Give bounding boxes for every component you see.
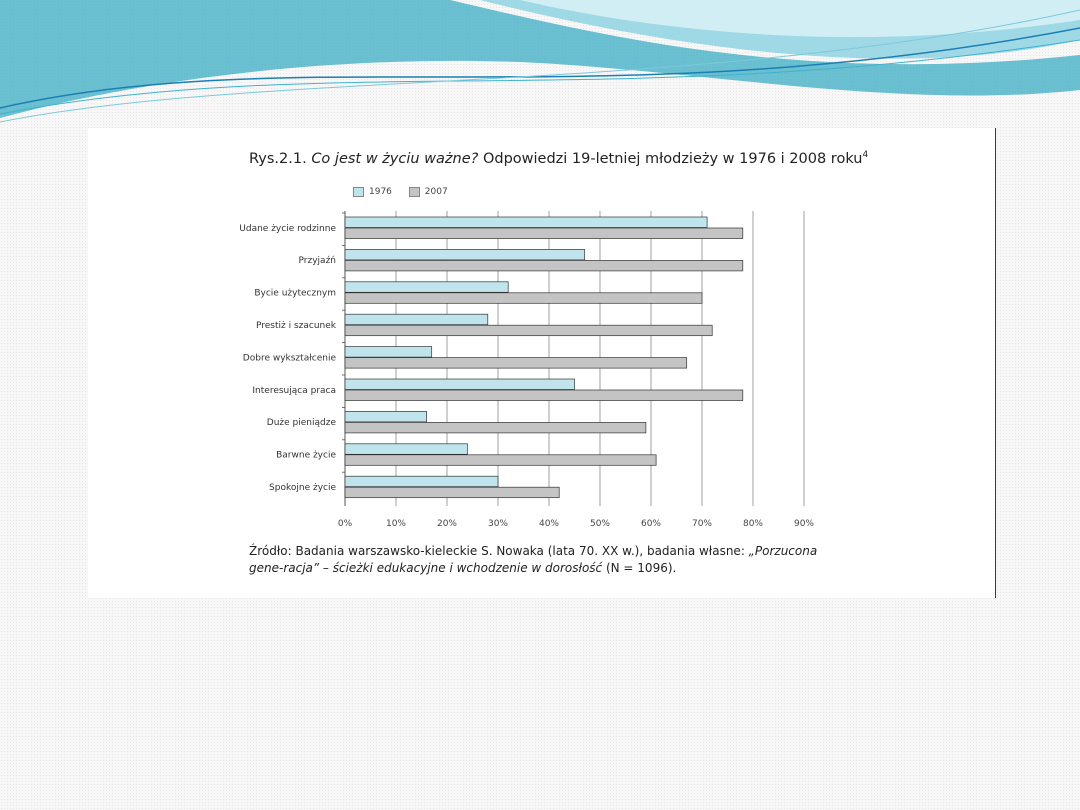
figure-title-footnote: 4 — [862, 150, 869, 160]
legend-label-2007: 2007 — [424, 187, 448, 197]
category-label: Barwne życie — [276, 450, 336, 461]
bar-2007 — [345, 293, 702, 304]
category-label: Bycie użytecznym — [254, 288, 336, 299]
figure-title-question: Co jest w życiu ważne? — [311, 150, 479, 167]
bar-1976 — [345, 476, 498, 487]
x-tick-label: 90% — [793, 519, 815, 529]
category-label: Przyjaźń — [298, 256, 336, 267]
bar-1976 — [345, 249, 585, 260]
bar-2007 — [345, 358, 687, 369]
x-tick-label: 30% — [487, 519, 509, 529]
category-label: Duże pieniądze — [266, 418, 336, 429]
bar-chart — [88, 128, 995, 538]
category-label: Prestiż i szacunek — [255, 320, 336, 331]
bar-1976 — [345, 444, 467, 455]
x-tick-label: 40% — [538, 519, 560, 529]
figure-title-prefix: Rys.2.1. — [249, 150, 312, 167]
bar-1976 — [345, 217, 707, 228]
category-label: Udane życie rodzinne — [239, 223, 336, 234]
bar-1976 — [345, 411, 427, 422]
figure-panel — [88, 128, 996, 598]
bar-2007 — [345, 325, 712, 336]
category-label: Dobre wykształcenie — [242, 353, 336, 364]
source-suffix: (N = 1096). — [602, 561, 677, 575]
bar-1976 — [345, 282, 508, 293]
x-tick-label: 10% — [385, 519, 407, 529]
figure-source-note — [249, 543, 849, 577]
bar-2007 — [345, 260, 743, 271]
category-label: Spokojne życie — [269, 482, 336, 493]
bar-2007 — [345, 228, 743, 239]
bar-1976 — [345, 347, 432, 358]
source-prefix: Źródło: Badania warszawsko-kieleckie S. Nowaka (lata 70. XX w.), badania własne: — [249, 544, 749, 558]
bar-2007 — [345, 487, 559, 498]
x-tick-label: 20% — [436, 519, 458, 529]
x-tick-label: 70% — [691, 519, 713, 529]
bar-1976 — [345, 379, 575, 390]
figure-title-rest: Odpowiedzi 19-letniej młodzieży w 1976 i 2008 roku — [478, 150, 863, 167]
x-tick-label: 0% — [337, 519, 353, 529]
legend-label-1976: 1976 — [369, 187, 392, 197]
slide-header-waves — [0, 0, 1080, 130]
bar-2007 — [345, 422, 646, 433]
category-label: Interesująca praca — [252, 385, 336, 396]
bar-2007 — [345, 455, 656, 466]
x-tick-label: 60% — [640, 519, 662, 529]
bar-1976 — [345, 314, 488, 325]
source-title: „Porzucona gene-racja” – ścieżki edukacyjne i wchodzenie w dorosłość — [249, 544, 818, 575]
x-tick-label: 80% — [742, 519, 764, 529]
x-tick-label: 50% — [589, 519, 611, 529]
bar-2007 — [345, 390, 743, 401]
